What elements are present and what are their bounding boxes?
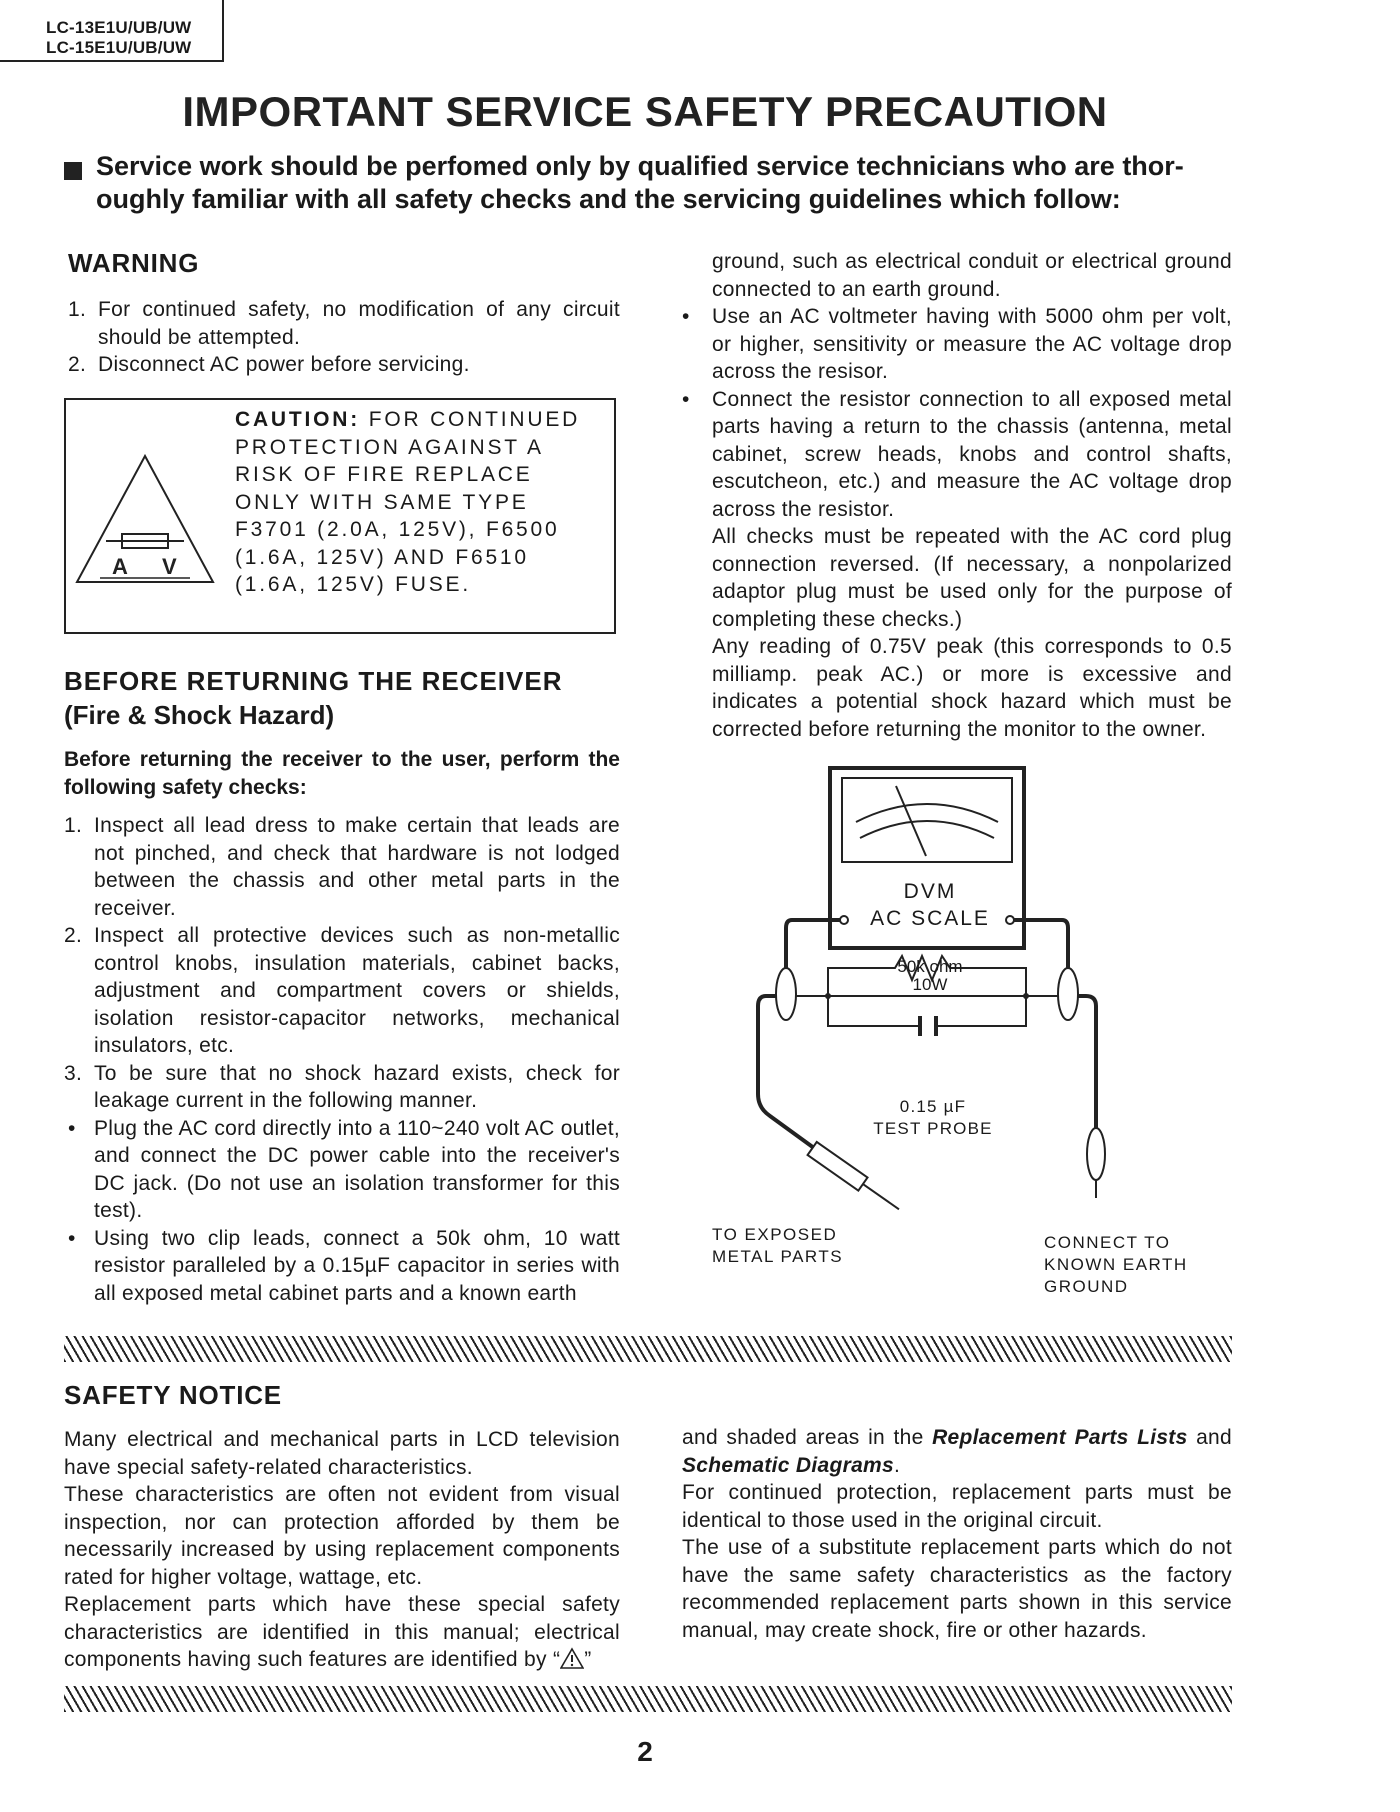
safety-notice-heading: SAFETY NOTICE (64, 1380, 282, 1410)
resistor-label (870, 958, 990, 994)
safety-notice-left (64, 1426, 620, 1674)
fuse-warning-triangle-icon (70, 450, 220, 590)
meter-scale-arc-outer (856, 804, 998, 822)
repeat-checks-paragraph: All checks must be repeated with the AC cord plug connection reversed. (If necessary, a nonpolarized adaptor plug must be used only for the purpose of completing these checks.) (712, 525, 1232, 631)
before-returning-subheading: (Fire & Shock Hazard) (64, 700, 335, 730)
list-item (64, 1225, 620, 1308)
clip-left-icon (776, 968, 796, 1020)
continuation-end: . (894, 1453, 901, 1477)
safety-paragraph-3 (64, 1591, 620, 1674)
replacement-parts-lists-reference: Replacement Parts Lists (932, 1426, 1188, 1449)
meter-label-line-1: DVM (903, 880, 957, 903)
test-probe-icon (808, 1142, 904, 1216)
list-item (682, 303, 1232, 386)
list-item (64, 1060, 620, 1115)
warning-triangle-icon (560, 1647, 584, 1669)
ground-clip-icon (1087, 1128, 1105, 1180)
exposed-metal-label-line-1: TO EXPOSED (712, 1225, 838, 1244)
lead-right-lower (1078, 996, 1096, 1128)
clip-right-icon (1058, 968, 1078, 1020)
list-item (682, 386, 1232, 524)
list-item (68, 296, 620, 351)
item-text: For continued safety, no modification of any circuit should be attempted. (98, 298, 620, 349)
capacitor-label-line-2: TEST PROBE (873, 1119, 993, 1138)
exposed-metal-label-line-2: METAL PARTS (712, 1247, 844, 1266)
earth-ground-label-line-2: KNOWN EARTH (1044, 1255, 1188, 1274)
safety-paragraph-3-text: Replacement parts which have these special safety characteristics are identified in this manual; electrical components having such features are identified by “ (64, 1593, 620, 1671)
resistor-label-line-1: 50k ohm (897, 957, 963, 976)
closing-quote: ” (584, 1648, 592, 1671)
list-item (64, 812, 620, 922)
leakage-test-diagram (690, 758, 1160, 1258)
item-text: To be sure that no shock hazard exists, check for leakage current in the following manner. (94, 1061, 620, 1112)
exposed-metal-label (712, 1224, 843, 1268)
item-text: Inspect all lead dress to make certain that leads are not pinched, and check that hardware is not lodged between the chassis and other metal parts in the receiver. (94, 814, 620, 920)
safety-paragraph-5: The use of a substitute replacement parts which do not have the same safety characteristics as the factory recommended replacement parts shown in this service manual, may create shock, fire or other hazards. (682, 1536, 1232, 1642)
model-tab (0, 0, 224, 62)
resistor-label-line-2: 10W (912, 975, 948, 994)
continuation-text: ground, such as electrical conduit or electrical ground connected to an earth ground. (712, 250, 1232, 301)
capacitor-label-line-1: 0.15 µF (899, 1097, 967, 1116)
item-number: 1. (64, 814, 83, 837)
item-number: 1. (68, 298, 87, 321)
schematic-diagrams-reference: Schematic Diagrams (682, 1453, 894, 1477)
item-text: Disconnect AC power before servicing. (98, 353, 470, 376)
item-text: Inspect all protective devices such as non-metallic control knobs, insulation materials, cabinet backs, adjustment and compartment covers or shields, isolation resistor-capacitor networks, mechanical insulators, etc. (94, 924, 620, 1057)
fuse-icon-letter-v: V (162, 554, 177, 579)
safety-notice-right (682, 1424, 1232, 1644)
before-returning-heading: BEFORE RETURNING THE RECEIVER (64, 666, 563, 696)
meter-label-line-2: AC SCALE (870, 907, 990, 930)
earth-ground-label (1044, 1232, 1188, 1298)
fuse-icon-letter-a: A (112, 554, 128, 579)
safety-paragraph-2: These characteristics are often not evident from visual inspection, nor can protection afforded by them be necessarily increased by using replacement components rated for higher voltage, wattage, etc. (64, 1483, 620, 1589)
before-returning-lead: Before returning the receiver to the user, perform the following safety checks: (64, 748, 620, 799)
list-item (64, 1115, 620, 1225)
continuation-start: and shaded areas in the (682, 1426, 933, 1449)
safety-paragraph-1: Many electrical and mechanical parts in LCD television have special safety-related characteristics. (64, 1428, 620, 1479)
meter-label (830, 878, 1030, 932)
list-item (68, 351, 620, 379)
item-number: 3. (64, 1061, 83, 1085)
meter-scale-arc-inner (860, 821, 994, 838)
bullet-mark: • (68, 1116, 76, 1140)
item-text: Use an AC voltmeter having with 5000 ohm per volt, or higher, sensitivity or measure the AC voltage drop across the resisor. (712, 305, 1232, 383)
item-text: Using two clip leads, connect a 50k ohm, 10 watt resistor paralleled by a 0.15µF capacitor in series with all exposed metal cabinet parts and a known earth (94, 1226, 620, 1305)
capacitor-label (848, 1096, 1018, 1140)
reading-limit-paragraph: Any reading of 0.75V peak (this corresponds to 0.5 milliamp. peak AC.) or more is excessive and indicates a potential shock hazard which must be corrected before returning the monitor to the owner. (712, 635, 1232, 741)
model-line-1: LC-13E1U/UB/UW (46, 18, 192, 37)
warning-list (68, 296, 620, 379)
intro-statement: Service work should be perfomed only by qualified service technicians who are thor-oughly familiar with all safety checks and the servicing guidelines which follow: (96, 151, 1184, 214)
right-bullet-list (682, 303, 1232, 523)
caution-body: FOR CONTINUED PROTECTION AGAINST A RISK OF FIRE REPLACE ONLY WITH SAME TYPE F3701 (2.0A, 125V), F6500 (1.6A, 125V) AND F6510 (1.6A, 125V) FUSE. (235, 408, 581, 596)
page-title: IMPORTANT SERVICE SAFETY PRECAUTION (182, 88, 1108, 135)
model-line-2: LC-15E1U/UB/UW (46, 38, 192, 57)
capacitor-wire (828, 996, 1026, 1026)
hatched-divider (64, 1336, 1232, 1362)
page-number: 2 (637, 1736, 653, 1767)
item-text: Plug the AC cord directly into a 110~240 volt AC outlet, and connect the DC power cable into the receiver's DC jack. (Do not use an isolation transformer for this test). (94, 1116, 620, 1222)
safety-paragraph-continuation (682, 1424, 1232, 1479)
item-number: 2. (64, 924, 83, 947)
warning-heading: WARNING (68, 248, 200, 278)
list-item (64, 922, 620, 1060)
hatched-divider-bottom (64, 1686, 1232, 1712)
item-number: 2. (68, 353, 87, 376)
earth-ground-label-line-3: GROUND (1044, 1277, 1129, 1296)
caution-text (235, 406, 600, 599)
bullet-mark: • (682, 387, 690, 411)
bullet-mark: • (682, 305, 690, 328)
safety-paragraph-4: For continued protection, replacement parts must be identical to those used in the original circuit. (682, 1481, 1232, 1532)
square-bullet-icon (64, 162, 82, 180)
caution-label: CAUTION: (235, 408, 361, 431)
bullet-mark: • (68, 1226, 76, 1250)
continuation-mid: and (1187, 1426, 1233, 1449)
safety-check-list (64, 812, 620, 1307)
earth-ground-label-line-1: CONNECT TO (1044, 1233, 1171, 1252)
item-text: Connect the resistor connection to all exposed metal parts having a return to the chassis (antenna, metal cabinet, screw heads, knobs and control shafts, escutcheon, etc.) and measure the AC voltage drop across the resistor. (712, 387, 1232, 521)
